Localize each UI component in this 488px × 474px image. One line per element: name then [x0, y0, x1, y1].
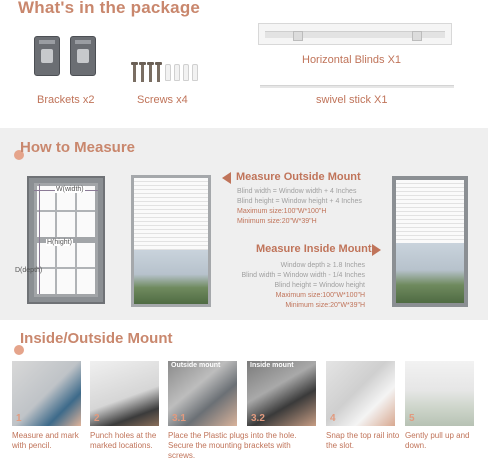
step-5-caption: Gently pull up and down.: [405, 431, 470, 450]
step-3-2-photo: [247, 361, 316, 426]
step-number: 3.1: [172, 413, 186, 424]
screw-image: [133, 64, 136, 82]
step-number: 2: [94, 413, 100, 424]
swivel-stick-image: [260, 85, 454, 88]
inside-spec: Minimum size:20"W*39"H: [285, 302, 365, 309]
headrail-image: [258, 23, 452, 45]
inside-mount-title: Measure Inside Mount: [256, 243, 372, 255]
inside-spec: Window depth ≥ 1.8 Inches: [280, 262, 365, 269]
stick-caption: swivel stick X1: [316, 94, 388, 106]
rail-clip: [293, 31, 303, 41]
outside-spec: Maximum size:100"W*100"H: [237, 208, 327, 215]
inside-mount-photo: [392, 176, 468, 307]
outside-mount-tag: Outside mount: [171, 362, 221, 369]
inside-mount-tag: Inside mount: [250, 362, 294, 369]
height-dimension-line: [39, 184, 40, 294]
step-4-photo: [326, 361, 395, 426]
step-3-1-photo: [168, 361, 237, 426]
screw-image: [157, 64, 160, 82]
blinds-caption: Horizontal Blinds X1: [302, 54, 402, 66]
inside-spec: Maximum size:100"W*100"H: [275, 292, 365, 299]
screw-image: [141, 64, 144, 82]
inside-spec: Blind height = Window height: [274, 282, 365, 289]
step-2-photo: [90, 361, 159, 426]
step-3-caption: Place the Plastic plugs into the hole. Secure the mounting brackets with screws.: [168, 431, 297, 460]
step-1-photo: [12, 361, 81, 426]
step-1-caption: Measure and mark with pencil.: [12, 431, 79, 450]
install-title: Inside/Outside Mount: [20, 330, 173, 347]
width-label: W(width): [56, 186, 84, 193]
screws-caption: Screws x4: [137, 94, 188, 106]
step-4-caption: Snap the top rail into the slot.: [326, 431, 400, 450]
plug-image: [165, 64, 171, 81]
step-number: 4: [330, 413, 336, 424]
bracket-image: [70, 36, 96, 76]
height-label: H(hight): [47, 239, 72, 246]
package-section: [0, 0, 488, 128]
measure-title: How to Measure: [20, 139, 136, 156]
outside-mount-photo: [131, 175, 211, 307]
inside-spec: Blind width = Window width - 1/4 Inches: [241, 272, 365, 279]
outside-spec: Blind width = Window width + 4 Inches: [237, 188, 357, 195]
screw-image: [149, 64, 152, 82]
step-2-caption: Punch holes at the marked locations.: [90, 431, 157, 450]
step-number: 3.2: [251, 413, 265, 424]
step-5-photo: [405, 361, 474, 426]
bracket-image: [34, 36, 60, 76]
depth-label: D(depth): [15, 267, 43, 274]
plug-image: [183, 64, 189, 81]
outside-mount-title: Measure Outside Mount: [236, 171, 361, 183]
plug-image: [174, 64, 180, 81]
step-number: 5: [409, 413, 415, 424]
package-title: What's in the package: [18, 0, 201, 17]
arrow-left-icon: [222, 172, 231, 184]
rail-clip: [412, 31, 422, 41]
step-number: 1: [16, 413, 22, 424]
outside-spec: Blind height = Window height + 4 Inches: [237, 198, 362, 205]
arrow-right-icon: [372, 244, 381, 256]
plug-image: [192, 64, 198, 81]
brackets-caption: Brackets x2: [37, 94, 95, 106]
outside-spec: Minimum size:20"W*39"H: [237, 218, 317, 225]
